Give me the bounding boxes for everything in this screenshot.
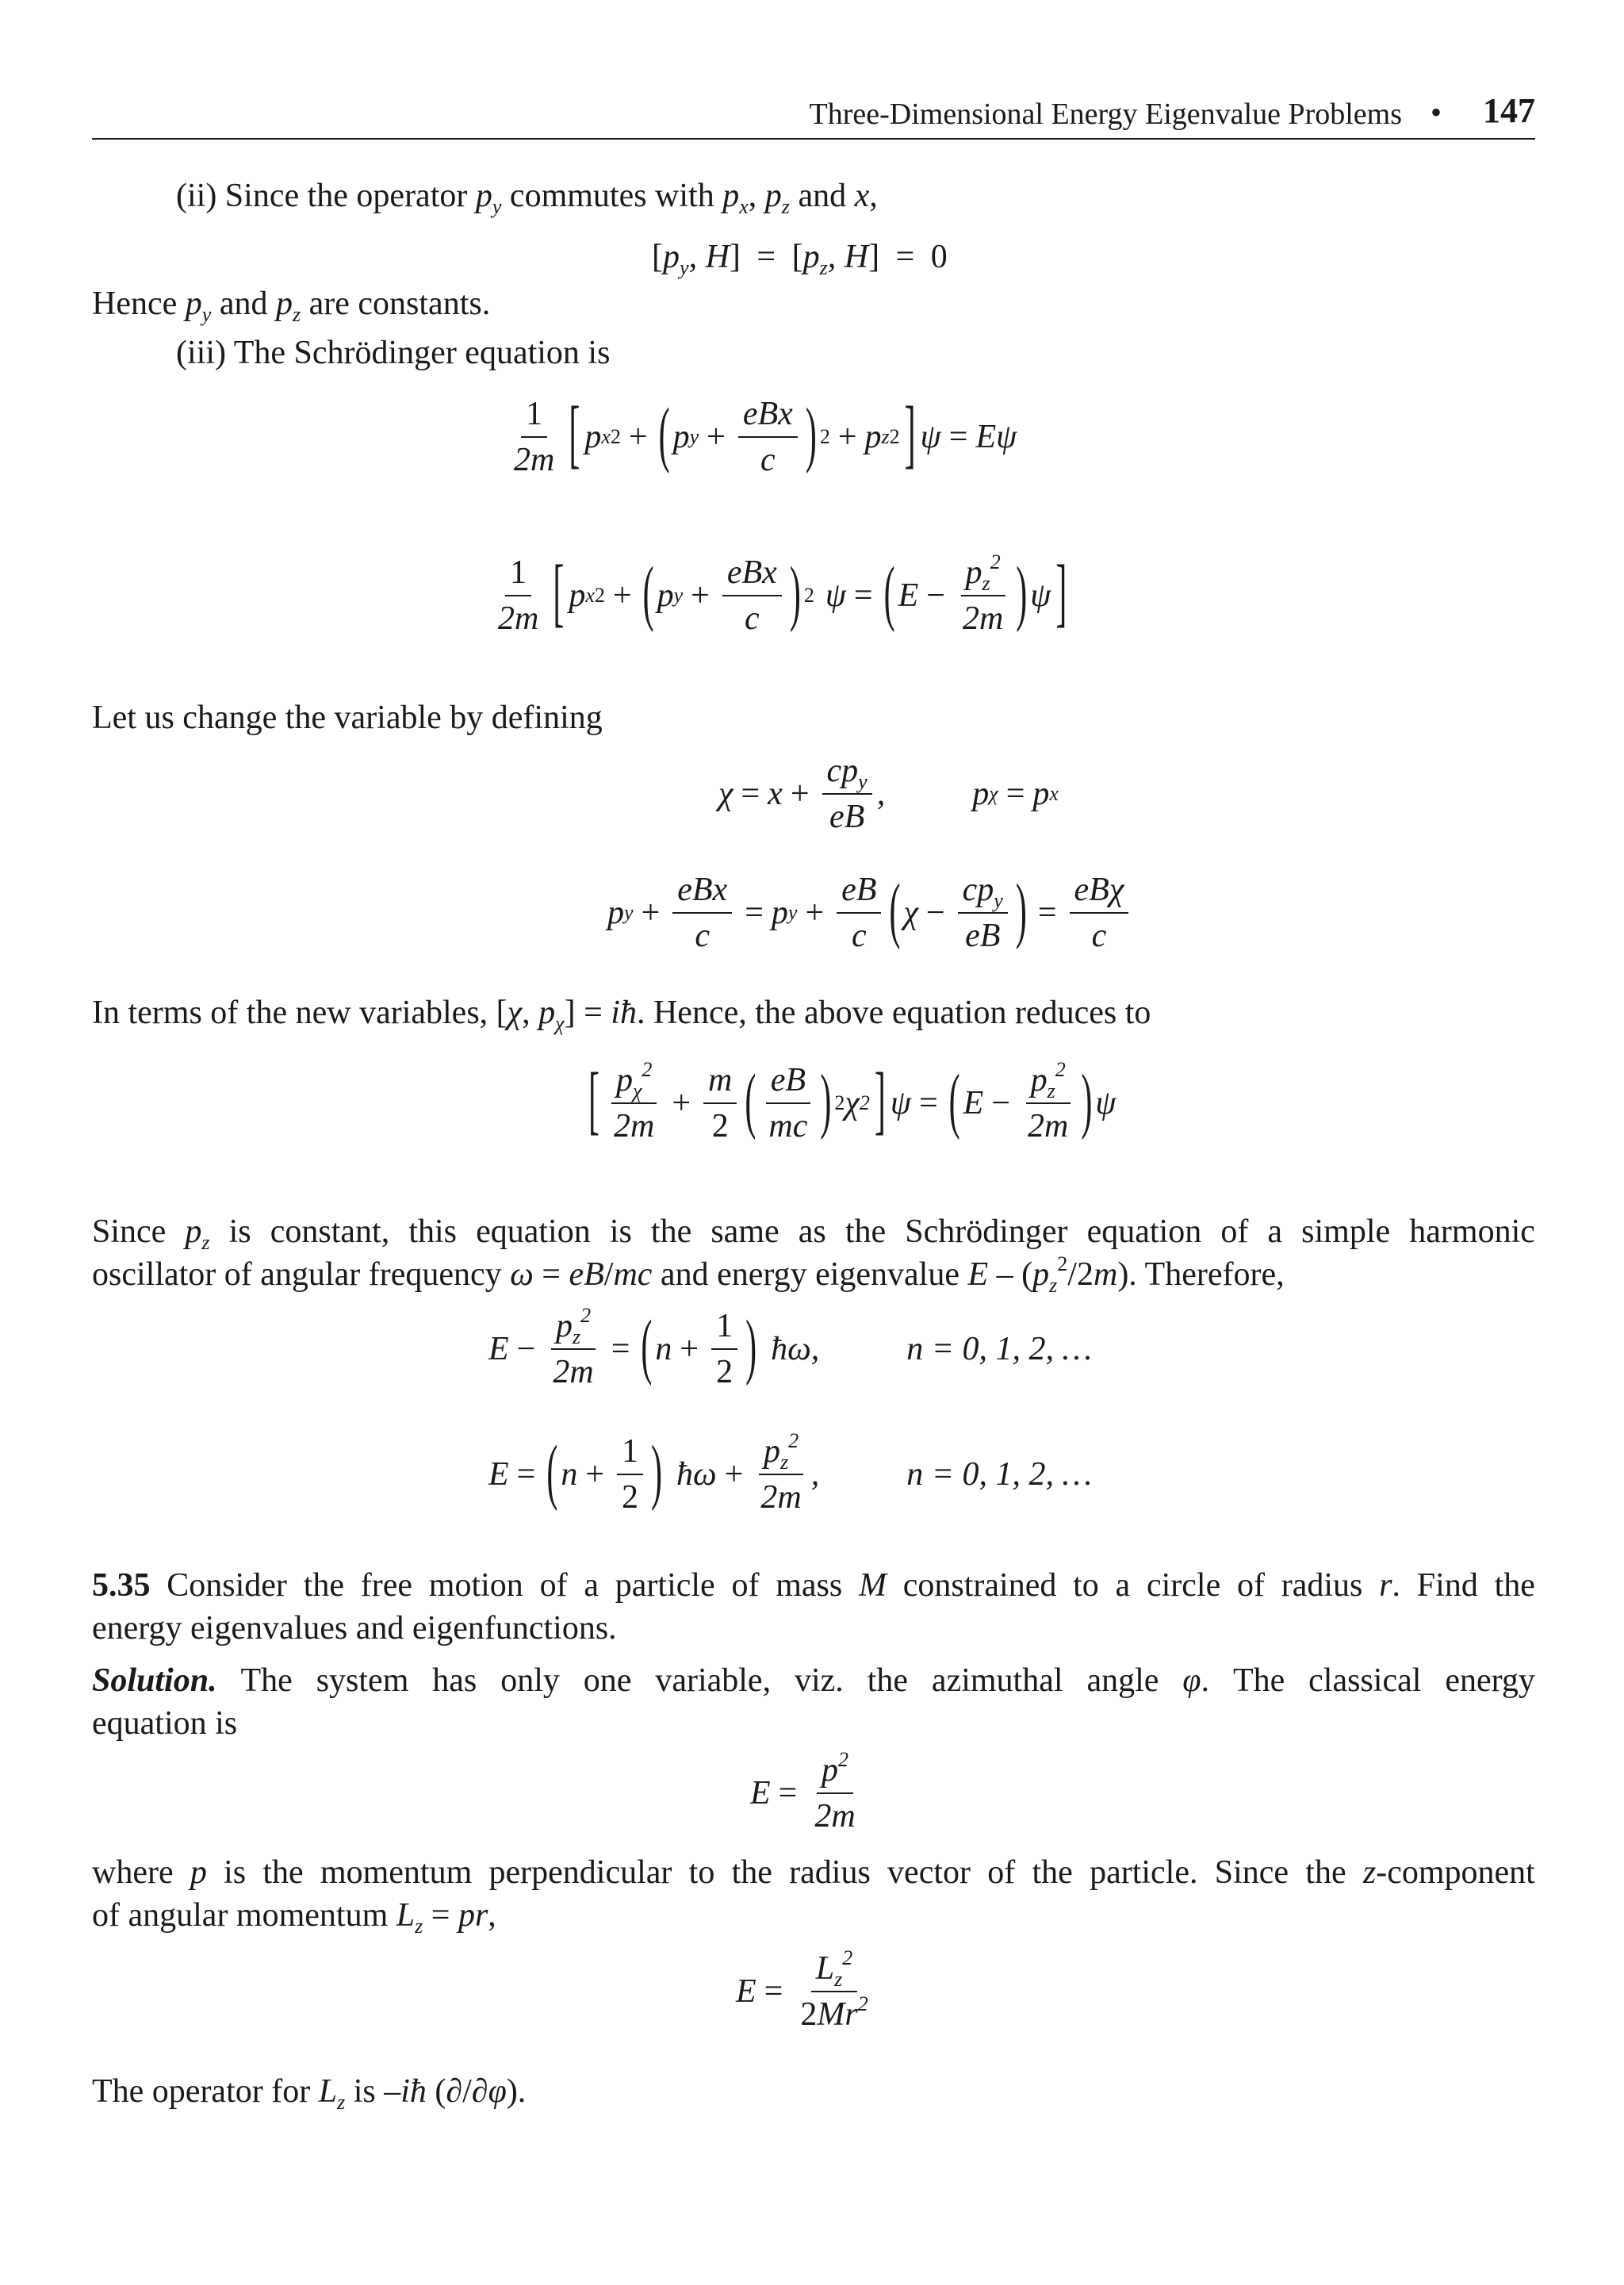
paragraph-harmonic-1: Since $p_z$ is constant, this equation is the same as the Schrödinger equation of a simple harmonic xyxy=(92,1213,1535,1255)
paragraph-new-variables: In terms of the new variables, [χ, $p_\chi$] = iħ. Hence, the above equation reduces to xyxy=(92,995,1151,1036)
reduced-equation: [ $\frac{p_\chi^2}{2m}$ + $\frac{m}{2}$ ( $\frac{eB}{mc}$ ) 2 χ 2 ] ψ = ( E − $\frac{p_z^2}{2m}$ ) ψ xyxy=(588,1057,1116,1145)
problem-statement-2: energy eigenvalues and eigenfunctions. xyxy=(92,1610,617,1647)
paragraph-iii: (iii) The Schrödinger equation is xyxy=(176,335,611,371)
problem-statement-1: 5.35 Consider the free motion of a particle of mass M constrained to a circle of radius r. Find the xyxy=(92,1567,1535,1604)
solution-label: Solution. xyxy=(92,1662,217,1699)
chi-definition: χ = x + $\frac{cp_y}{eB}$ , p χ = p x xyxy=(718,753,1059,836)
header-bullet: • xyxy=(1430,94,1442,130)
paragraph-harmonic-2: oscillator of angular frequency ω = eB/mc and energy eigenvalue E – $(p_z^2/2m)$. Therefore, xyxy=(92,1252,1285,1298)
commutator-equation: [$p_y$, $H] = [p_z$, H] = 0 xyxy=(652,239,948,280)
paragraph-momentum-1: where p is the momentum perpendicular to the radius vector of the particle. Since the z-component xyxy=(92,1854,1535,1891)
problem-number: 5.35 xyxy=(92,1567,151,1604)
angular-energy-equation: E = $\frac{L_z^2}{2Mr^2}$ xyxy=(736,1946,868,2034)
paragraph-momentum-2: of angular momentum $L_z$ = pr, xyxy=(92,1897,496,1938)
paragraph-operator: The operator for $L_z$ is –iħ (∂/∂φ). xyxy=(92,2073,527,2114)
classical-energy-equation: E = $\frac{p^2}{2m}$ xyxy=(750,1747,856,1835)
schrodinger-equation-2: $\frac{1}{2m}$ [ p x 2 + ( p y + $\frac{\text{eBx}}{c}$ ) 2 ψ = ( E − $\frac{p_z^2}{2m}$ ) ψ ] xyxy=(498,550,1067,638)
paragraph-constants: Hence $p_y$ and $p_z$ are constants. xyxy=(92,286,491,327)
solution-line-2: equation is xyxy=(92,1705,238,1742)
schrodinger-equation-1: $\frac{1}{2m}$ [ p x 2 + ( p y + $\frac{\text{eBx}}{c}$ ) 2 + p z 2 ] ψ = Eψ xyxy=(514,393,1017,479)
paragraph-ii: (ii) Since the operator $p_y$ commutes with $p_x$, $p_z$ and x, xyxy=(176,178,878,219)
header-title: Three-Dimensional Energy Eigenvalue Problems xyxy=(809,98,1402,131)
paragraph-change-variable: Let us change the variable by defining xyxy=(92,700,603,736)
substitution-equation: p y + $\frac{\text{eBx}}{c}$ = p y + $\frac{eB}{c}$ ( χ − $\frac{cp_y}{eB}$ ) = $\frac{\text{eBχ}}{c}$ xyxy=(607,872,1133,953)
solution-line-1: Solution. The system has only one variable, viz. the azimuthal angle φ. The classical energy xyxy=(92,1662,1535,1699)
eigenvalue-equation-2: E = ( n + $\frac{1}{2}$ ) ħω + $\frac{p_z^2}{2m}$ , n = 0, 1, 2, … xyxy=(488,1428,1092,1516)
running-header xyxy=(92,91,1535,140)
eigenvalue-equation-1: E − $\frac{p_z^2}{2m}$ = ( n + $\frac{1}{2}$ ) ħω , n = 0, 1, 2, … xyxy=(488,1303,1092,1391)
page-number: 147 xyxy=(1483,91,1535,130)
page xyxy=(92,0,1535,2285)
